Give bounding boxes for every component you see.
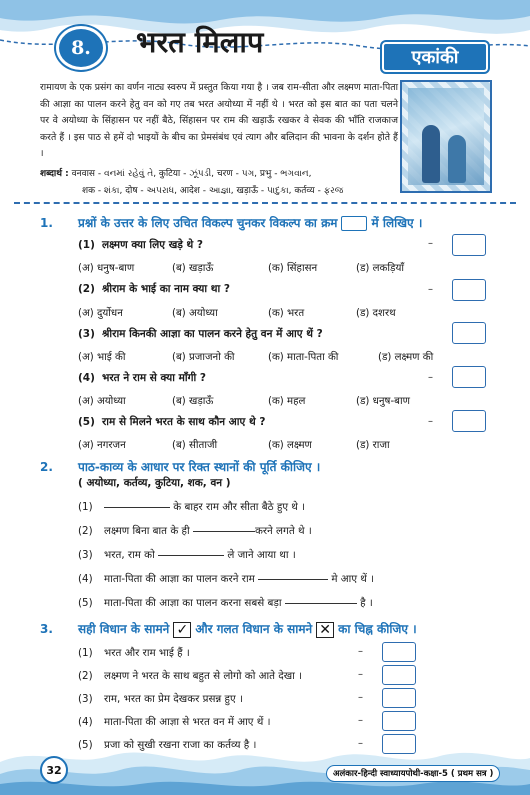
statement-5: (5) प्रजा को सुखी रखना राजा का कर्तव्य है । [78,739,257,751]
statement-3: (3) राम, भरत का प्रेम देखकर प्रसन्न हुए । [78,693,243,705]
page-number: 32 [40,756,68,784]
blank-5[interactable] [285,603,357,604]
question-2: (2) श्रीराम के भाई का नाम क्या था ? [78,283,230,295]
tick-box-3[interactable] [382,688,416,708]
tick-box-4[interactable] [382,711,416,731]
fill-item-5: (5) माता-पिता की आज्ञा का पालन करना सबसे बड़ा है । [78,597,373,609]
word-meanings-line1: शब्दार्थ : वनवास - વનમાં રહેવું તે, कुटिया - ઝૂંપડી, चरण - પગ, प्रभु - ભગવાન, [40,169,312,179]
question-4: (4) भरत ने राम से क्या माँगी ? [78,372,206,384]
statement-1: (1) भरत और राम भाई हैं । [78,647,190,659]
section1-heading: 1. प्रश्नों के उत्तर के लिए उचित विकल्प चुनकर विकल्प का क्रम में लिखिए । [40,216,423,230]
question-5: (5) राम से मिलने भरत के साथ कौन आए थे ? [78,416,266,428]
word-meanings-label: शब्दार्थ : [40,169,69,179]
cross-icon: ✕ [316,622,334,638]
workbook-page: 8. भरत मिलाप एकांकी रामायण के एक प्रसंग का वर्णन नाट्य स्वरुप में प्रस्तुत किया गया है । जब राम-सीता और लक्ष्मण माता-पिता की आज्ञा का पालन करने हेतु वन को गए तब भरत अयोध्या में नहीं थे । भरत को इस बात का पता चलने पर वे अयोध्या के सिंहासन पर नहीं बैठे, सिंहासन पर राम की खड़ाऊँ रखकर वे सेवक की भाँति राजकाज करते हैं । इस पाठ से हमें दो भाइयों के बीच का प्रेमसंबंध एवं त्याग और बलिदान की भावना के दर्शन होते हैं । शब्दार्थ : वनवास - વનમાં રહેવું તે, कुटिया - ઝૂંપડી, चरण - પગ, प्रभु - ભગવાન, शक - શંકા, दोष - અપરાધ, आदेश - આજ્ઞા, खड़ाऊँ - પાદુકા, कर्तव्य - ફરજ 1. प्रश्नों के उत्तर के लिए उचित विकल्प चुनकर विकल्प का क्रम में लिखिए । (1) लक्ष्मण क्या लिए खड़े थे ? – (अ) धनुष-बाण (ब) खड़ाऊँ (क) सिंहासन (ड) लकड़ियाँ (2) श्रीराम के भाई का नाम क्या था ? – (अ) दुर्योधन (ब) अयोध्या (क) भरत (ड) दशरथ (3) श्रीराम किनकी आज्ञा का पालन करने हेतु वन में आए थें ? (अ) भाई की (ब) प्रजाजनो की (क) माता-पिता की (ड) लक्ष्मण की (4) भरत ने राम से क्या माँगी ? – (अ) अयोध्या (ब) खड़ाऊँ (क) महल (ड) धनुष-बाण (5) राम से मिलने भरत के साथ कौन आए थे ? – (अ) नगरजन (ब) सीताजी (क) लक्ष्मण (ड) राजा 2. पाठ-काव्य के आधार पर रिक्त स्थानों की पूर्ति कीजिए । ( अयोध्या, कर्तव्य, कुटिया, शक, वन ) (1) के बाहर राम और सीता बैठे हुए थे । (2) लक्ष्मण बिना बात के ही करने लगते थे । (3) भरत, राम को ले जाने आया था । (4) माता-पिता की आज्ञा का पालन करने राम मे आए थें । (5) माता-पिता की आज्ञा का पालन करना सबसे बड़ा है । 3. सही विधान के सामने ✓ और गलत विधान के सामने ✕ का चिह्न कीजिए । (1) भरत और राम भाई हैं । – (2) लक्ष्मण ने भरत के साथ बहुत से लोगो को आते देखा । – (3) राम, भरत का प्रेम देखकर प्रसन्न हुए । – (4) माता-पिता की आज्ञा से भरत वन में आए थें । – (5) प्रजा को सुखी रखना राजा का कर्तव्य है । – 32 अलंकार-हिन्दी स्वाध्यायपोथी-कक्षा-5 ( प्रथम सत्र ) [0,0,530,795]
answer-dash: – [358,692,363,703]
section-divider [14,202,516,204]
fill-item-3: (3) भरत, राम को ले जाने आया था । [78,549,296,561]
answer-box-q2[interactable] [452,279,486,301]
blank-1[interactable] [104,507,170,508]
answer-box-sample [341,216,367,231]
word-meanings [40,166,500,199]
question-3: (3) श्रीराम किनकी आज्ञा का पालन करने हेतु वन में आए थें ? [78,328,323,340]
tick-box-2[interactable] [382,665,416,685]
answer-dash: – [358,669,363,680]
section2-heading: 2. पाठ-काव्य के आधार पर रिक्त स्थानों की पूर्ति कीजिए । [40,460,321,474]
genre-badge: एकांकी [382,42,488,72]
fill-item-2: (2) लक्ष्मण बिना बात के ही करने लगते थे । [78,525,312,537]
answer-dash: – [428,238,433,249]
fill-item-1: (1) के बाहर राम और सीता बैठे हुए थे । [78,501,306,513]
blank-4[interactable] [258,579,328,580]
answer-dash: – [358,646,363,657]
answer-dash: – [358,715,363,726]
lesson-title: भरत मिलाप [136,25,264,59]
answer-dash: – [358,738,363,749]
fill-item-4: (4) माता-पिता की आज्ञा का पालन करने राम मे आए थें । [78,573,375,585]
blank-3[interactable] [158,555,224,556]
blank-2[interactable] [193,531,255,532]
word-meanings-line2: शक - શંકા, दोष - અપરાધ, आदेश - આજ્ઞા, खड़ाऊँ - પાદુકા, कर्तव्य - ફરજ [82,185,344,196]
intro-paragraph: रामायण के एक प्रसंग का वर्णन नाट्य स्वरुप में प्रस्तुत किया गया है । जब राम-सीता और लक्ष्मण माता-पिता की आज्ञा का पालन करने हेतु वन को गए तब भरत अयोध्या में नहीं थे । भरत को इस बात का पता चलने पर वे अयोध्या के सिंहासन पर नहीं बैठे, सिंहासन पर राम की खड़ाऊँ रखकर वे सेवक की भाँति राजकाज करते हैं । इस पाठ से हमें दो भाइयों के बीच का प्रेमसंबंध एवं त्याग और बलिदान की भावना के दर्शन होते हैं । [40,82,398,160]
section3-heading: 3. सही विधान के सामने ✓ और गलत विधान के सामने ✕ का चिह्न कीजिए । [40,621,417,638]
book-title-tag: अलंकार-हिन्दी स्वाध्यायपोथी-कक्षा-5 ( प्रथम सत्र ) [326,765,500,782]
question-1: (1) लक्ष्मण क्या लिए खड़े थे ? [78,239,204,251]
statement-4: (4) माता-पिता की आज्ञा से भरत वन में आए थें । [78,716,271,728]
word-bank-hint: ( अयोध्या, कर्तव्य, कुटिया, शक, वन ) [78,477,231,489]
answer-dash: – [428,372,433,383]
answer-box-q4[interactable] [452,366,486,388]
tick-icon: ✓ [173,622,191,638]
answer-box-q3[interactable] [452,322,486,344]
answer-dash: – [428,284,433,295]
statement-2: (2) लक्ष्मण ने भरत के साथ बहुत से लोगो को आते देखा । [78,670,303,682]
tick-box-1[interactable] [382,642,416,662]
answer-box-q5[interactable] [452,410,486,432]
answer-box-q1[interactable] [452,234,486,256]
answer-dash: – [428,416,433,427]
lesson-number-badge: 8. [56,26,106,70]
